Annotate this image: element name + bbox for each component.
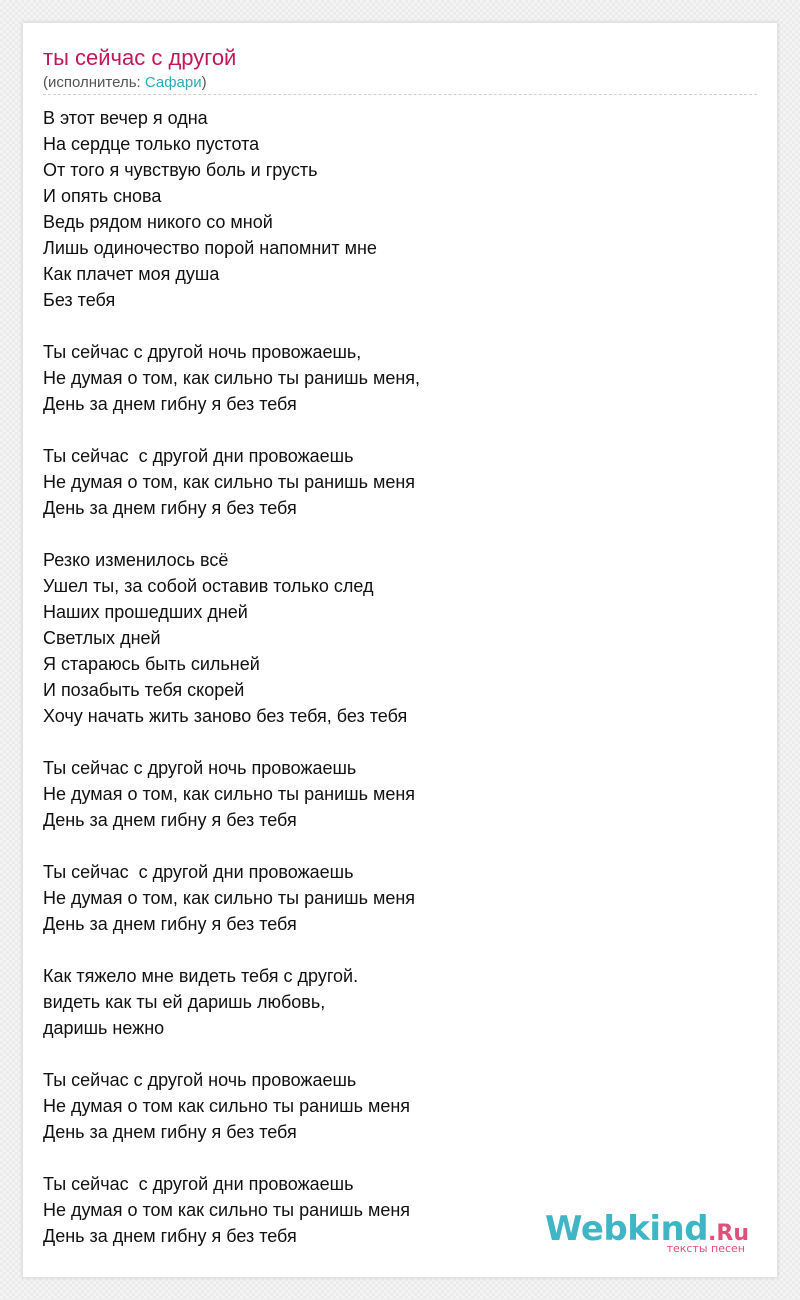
lyrics-card: [22, 22, 778, 1278]
lyrics-stanza: [43, 859, 743, 937]
artist-line: [43, 73, 207, 93]
lyric-line: Ты сейчас с другой ночь провожаешь: [43, 758, 357, 778]
lyric-line: Я стараюсь быть сильней: [43, 654, 260, 674]
lyric-line: Ты сейчас с другой ночь провожаешь: [43, 1070, 357, 1090]
lyric-line: Как плачет моя душа: [43, 264, 220, 284]
lyric-line: Ушел ты, за собой оставив только след: [43, 576, 374, 596]
lyric-line: Лишь одиночество порой напомнит мне: [43, 238, 377, 258]
artist-prefix: (исполнитель:: [43, 74, 145, 91]
lyric-line: даришь нежно: [43, 1018, 165, 1038]
artist-suffix: ): [201, 74, 207, 91]
lyrics-stanza: [43, 105, 743, 313]
lyric-line: Хочу начать жить заново без тебя, без тебя: [43, 706, 408, 726]
lyrics-stanza: [43, 443, 743, 521]
lyric-line: День за днем гибну я без тебя: [43, 498, 297, 518]
lyrics-stanza: [43, 963, 743, 1041]
logo-tagline: тексты песен: [666, 1242, 745, 1255]
lyric-line: Без тебя: [43, 290, 116, 310]
lyric-line: Не думая о том, как сильно ты ранишь меня,: [43, 368, 421, 388]
lyric-line: И опять снова: [43, 186, 162, 206]
lyric-line: И позабыть тебя скорей: [43, 680, 245, 700]
lyrics-stanza: [43, 1067, 743, 1145]
lyric-line: Не думая о том, как сильно ты ранишь меня: [43, 784, 416, 804]
lyric-line: В этот вечер я одна: [43, 108, 208, 128]
lyric-line: Как тяжело мне видеть тебя с другой.: [43, 966, 359, 986]
lyrics-stanza: [43, 755, 743, 833]
lyric-line: Ты сейчас с другой ночь провожаешь,: [43, 342, 362, 362]
lyric-line: Не думая о том, как сильно ты ранишь меня: [43, 472, 416, 492]
lyrics-text: [43, 105, 743, 1249]
lyric-line: День за днем гибну я без тебя: [43, 810, 297, 830]
lyric-line: видеть как ты ей даришь любовь,: [43, 992, 326, 1012]
lyrics-stanza: [43, 547, 743, 729]
lyric-line: День за днем гибну я без тебя: [43, 1226, 297, 1246]
logo-tld: .Ru: [708, 1221, 749, 1246]
lyric-line: Светлых дней: [43, 628, 161, 648]
logo-word: Webkind: [545, 1209, 709, 1249]
lyric-line: Резко изменилось всё: [43, 550, 229, 570]
lyric-line: День за днем гибну я без тебя: [43, 394, 297, 414]
lyric-line: Не думая о том, как сильно ты ранишь меня: [43, 888, 416, 908]
lyric-line: На сердце только пустота: [43, 134, 260, 154]
lyric-line: Ведь рядом никого со мной: [43, 212, 273, 232]
lyric-line: Не думая о том как сильно ты ранишь меня: [43, 1200, 411, 1220]
lyric-line: От того я чувствую боль и грусть: [43, 160, 318, 180]
title-divider: [43, 94, 757, 95]
webkind-logo[interactable]: [545, 1209, 749, 1255]
lyric-line: Наших прошедших дней: [43, 602, 248, 622]
lyric-line: Ты сейчас с другой дни провожаешь: [43, 862, 354, 882]
lyric-line: День за днем гибну я без тебя: [43, 1122, 297, 1142]
song-title: ты сейчас с другой: [43, 45, 237, 70]
lyric-line: День за днем гибну я без тебя: [43, 914, 297, 934]
artist-link[interactable]: Сафари: [144, 74, 202, 91]
lyric-line: Не думая о том как сильно ты ранишь меня: [43, 1096, 411, 1116]
lyric-line: Ты сейчас с другой дни провожаешь: [43, 446, 354, 466]
lyric-line: Ты сейчас с другой дни провожаешь: [43, 1174, 354, 1194]
lyrics-stanza: [43, 339, 743, 417]
